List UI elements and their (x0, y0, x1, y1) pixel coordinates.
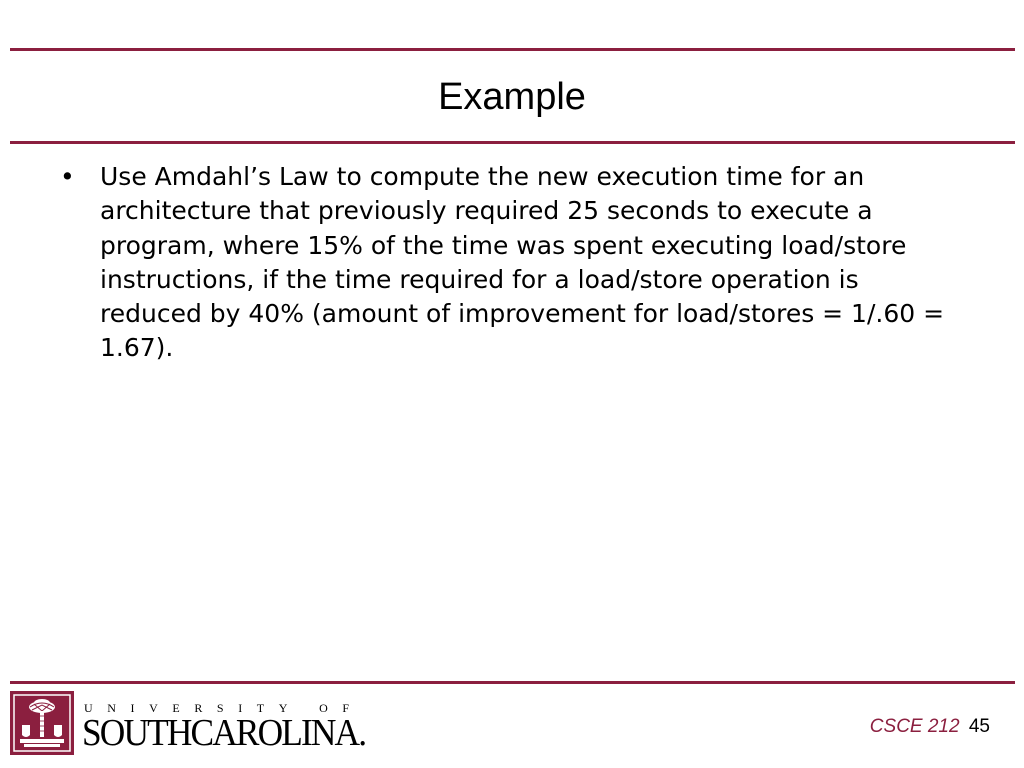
logo-university-of-text: UNIVERSITY OF (84, 701, 364, 715)
footer-divider (10, 681, 1015, 684)
page-number: 45 (968, 716, 990, 737)
top-divider (10, 48, 1015, 51)
bullet-icon: • (60, 162, 75, 191)
title-divider (10, 141, 1015, 144)
slide-footer (870, 714, 990, 740)
slide-title: Example (438, 76, 586, 118)
bullet-item (60, 160, 960, 366)
logo-south-carolina-text: SOUTHCAROLINA. (82, 712, 366, 754)
course-code: CSCE 212 (869, 716, 960, 737)
slide-content (60, 160, 960, 366)
palmetto-seal-icon (10, 691, 74, 755)
bullet-text: Use Amdahl’s Law to compute the new execution time for an architecture that previously required 25 seconds to execute a program, where 15% of the time was spent executing load/store instructions, if the time required for a load/store operation is reduced by 40% (amount of improvement for load/stores = 1/.60 = 1.67). (100, 162, 945, 363)
university-logo (10, 691, 366, 757)
